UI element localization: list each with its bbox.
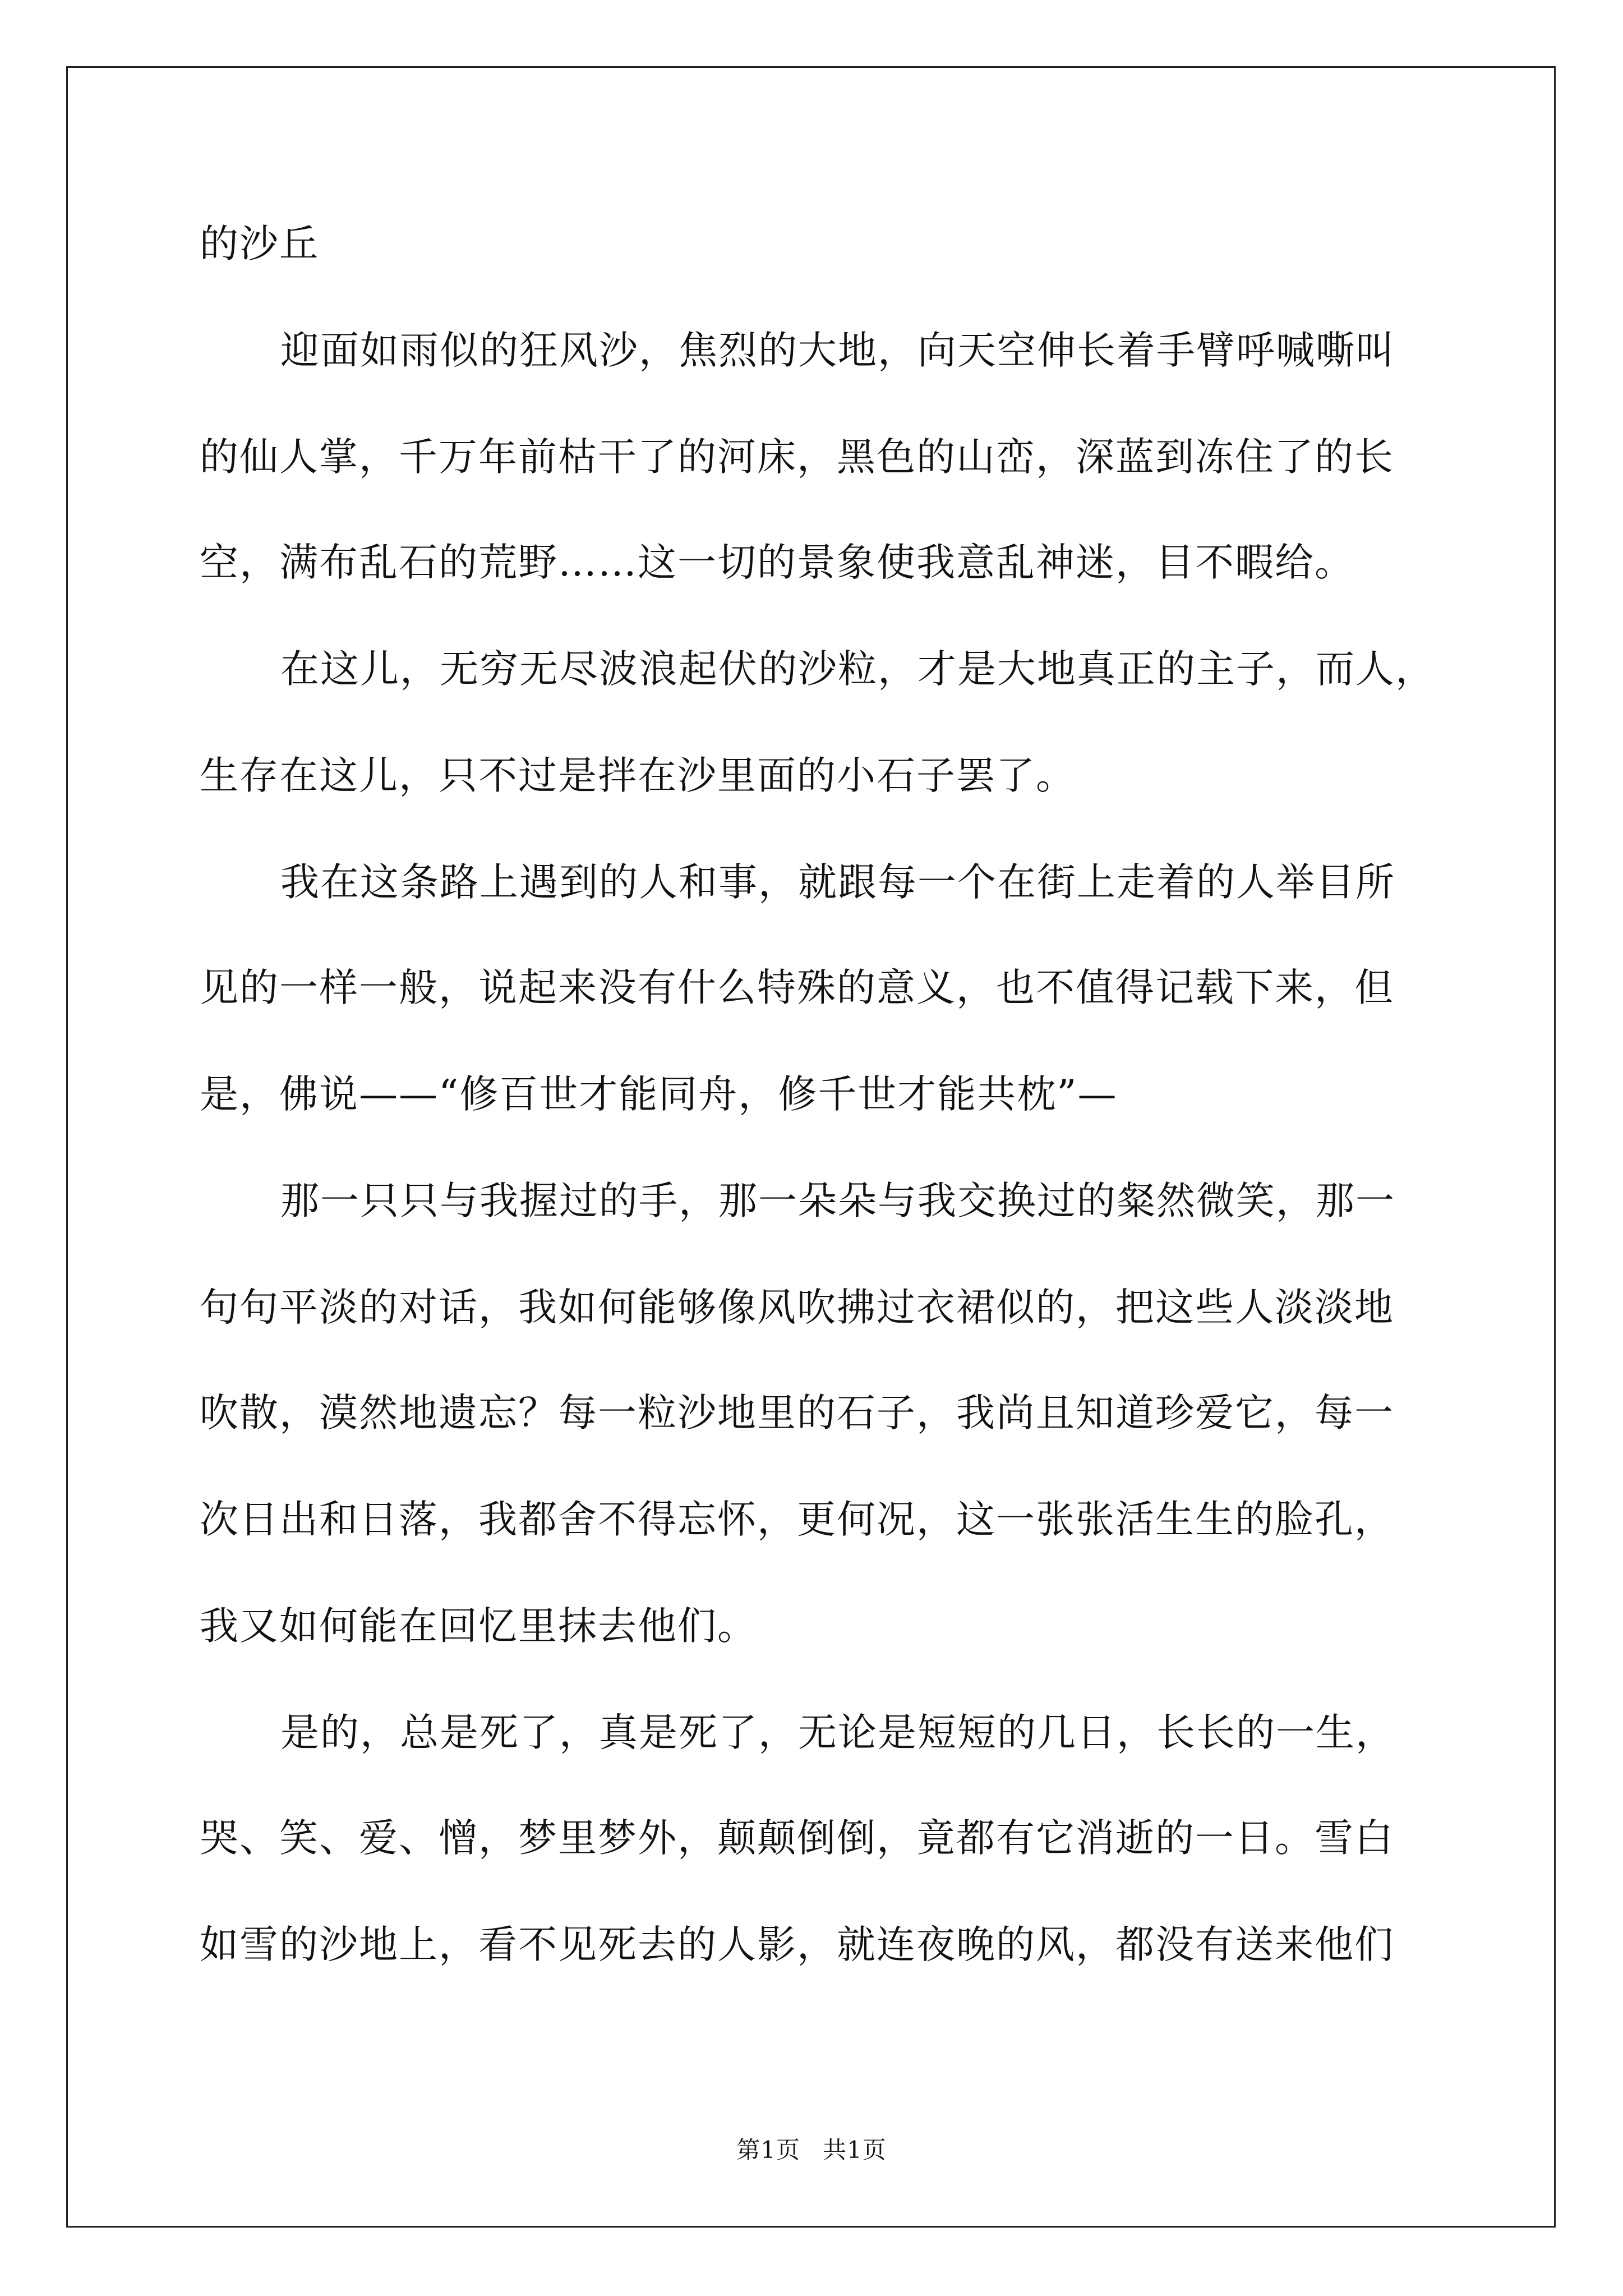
text-line-13: 次日出和日落，我都舍不得忘怀，更何况，这一张张活生生的脸孔， <box>200 1497 1394 1542</box>
page-frame <box>66 66 1556 2228</box>
text-line-4: 空，满布乱石的荒野……这一切的景象使我意乱神迷，目不暇给。 <box>200 540 1354 585</box>
text-line-15: 是的，总是死了，真是死了，无论是短短的几日，长长的一生， <box>280 1710 1395 1755</box>
page-number: 第1页 <box>736 2136 800 2164</box>
text-line-8: 见的一样一般，说起来没有什么特殊的意义，也不值得记载下来，但 <box>200 965 1394 1010</box>
text-line-11: 句句平淡的对话，我如何能够像风吹拂过衣裙似的，把这些人淡淡地 <box>200 1285 1394 1330</box>
text-line-9: 是，佛说——“修百世才能同舟，修千世才能共枕”— <box>200 1072 1118 1117</box>
text-line-2: 迎面如雨似的狂风沙，焦烈的大地，向天空伸长着手臂呼喊嘶叫 <box>280 328 1395 373</box>
text-line-12: 吹散，漠然地遗忘？每一粒沙地里的石子，我尚且知道珍爱它，每一 <box>200 1391 1394 1435</box>
page-footer <box>0 2136 1623 2164</box>
text-line-1: 的沙丘 <box>200 222 319 266</box>
text-line-17: 如雪的沙地上，看不见死去的人影，就连夜晚的风，都没有送来他们 <box>200 1922 1394 1967</box>
text-line-5: 在这儿，无穷无尽波浪起伏的沙粒，才是大地真正的主子，而人， <box>280 647 1435 692</box>
text-line-7: 我在这条路上遇到的人和事，就跟每一个在街上走着的人举目所 <box>280 860 1395 905</box>
text-line-16: 哭、笑、爱、憎，梦里梦外，颠颠倒倒，竟都有它消逝的一日。雪白 <box>200 1816 1394 1861</box>
page-total: 共1页 <box>823 2136 887 2164</box>
text-line-14: 我又如何能在回忆里抹去他们。 <box>200 1604 757 1649</box>
text-line-6: 生存在这儿，只不过是拌在沙里面的小石子罢了。 <box>200 753 1076 798</box>
text-line-3: 的仙人掌，千万年前枯干了的河床，黑色的山峦，深蓝到冻住了的长 <box>200 435 1394 480</box>
text-line-10: 那一只只与我握过的手，那一朵朵与我交换过的粲然微笑，那一 <box>280 1179 1395 1223</box>
